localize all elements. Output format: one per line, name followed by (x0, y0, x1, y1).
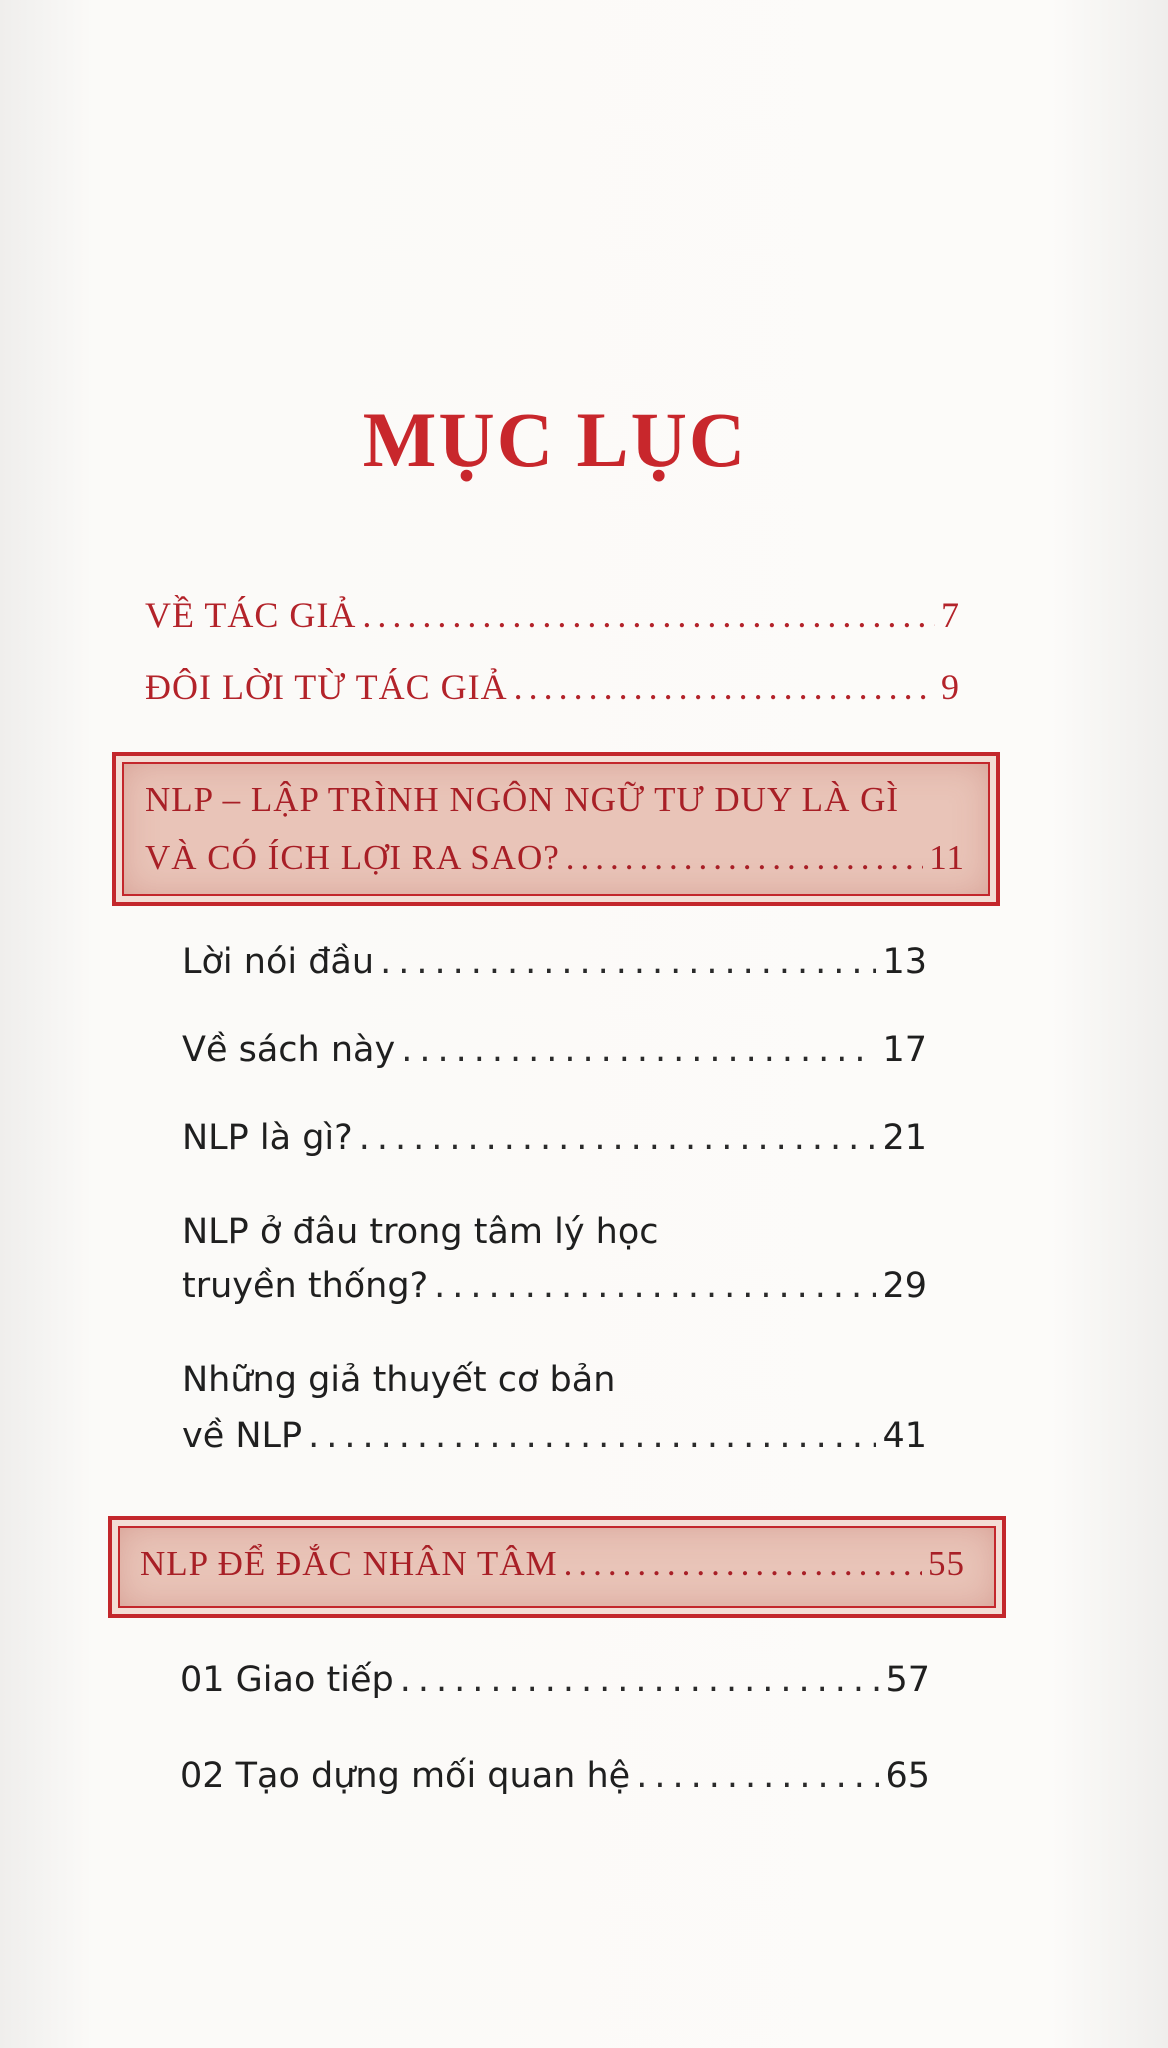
toc-entry-nlp-la-gi[interactable] (182, 1118, 927, 1158)
chapter-1-box (112, 752, 1000, 906)
toc-entry-label: VỀ TÁC GIẢ (145, 595, 357, 635)
dot-leader (401, 1030, 876, 1070)
toc-entry-tao-dung[interactable] (180, 1756, 930, 1796)
toc-entry-label: Lời nói đầu (182, 942, 375, 982)
toc-entry-page: 57 (885, 1660, 930, 1700)
toc-entry-label: 02 Tạo dựng mối quan hệ (180, 1756, 631, 1796)
page-title: MỤC LỤC (362, 396, 748, 483)
toc-entry-label: về NLP (182, 1416, 303, 1456)
chapter-1-entry[interactable] (145, 838, 965, 878)
toc-entry-page: 9 (941, 667, 960, 707)
toc-entry-nlp-o-dau[interactable] (182, 1266, 927, 1306)
chapter-2-entry[interactable] (140, 1544, 965, 1584)
toc-entry-label: 01 Giao tiếp (180, 1660, 394, 1700)
dot-leader (514, 666, 935, 708)
toc-entry-ve-sach-nay[interactable] (182, 1030, 927, 1070)
dot-leader (564, 1544, 922, 1584)
toc-entry-page: 41 (882, 1416, 927, 1456)
toc-entry-label: NLP là gì? (182, 1118, 353, 1158)
toc-entry-page: 29 (882, 1266, 927, 1306)
toc-entry-label: Về sách này (182, 1030, 396, 1070)
chapter-1-title-line2: VÀ CÓ ÍCH LỢI RA SAO? (145, 838, 560, 877)
toc-entry-page: 21 (882, 1118, 927, 1158)
toc-entry-doi-loi[interactable] (145, 666, 960, 708)
dot-leader (636, 1756, 879, 1796)
toc-entry-giao-tiep[interactable] (180, 1660, 930, 1700)
chapter-1-page: 11 (929, 838, 965, 877)
toc-entry-page: 17 (882, 1030, 927, 1070)
dot-leader (359, 1118, 877, 1158)
chapter-2-title: NLP ĐỂ ĐẮC NHÂN TÂM (140, 1544, 558, 1583)
dot-leader (434, 1266, 876, 1306)
chapter-2-page: 55 (928, 1544, 965, 1583)
toc-entry-loi-noi-dau[interactable] (182, 942, 927, 982)
toc-entry-page: 65 (885, 1756, 930, 1796)
toc-entry-label: truyền thống? (182, 1266, 429, 1306)
toc-entry-page: 13 (882, 942, 927, 982)
toc-entry-label: ĐÔI LỜI TỪ TÁC GIẢ (145, 667, 508, 707)
toc-entry-gia-thuyet[interactable] (182, 1416, 927, 1456)
dot-leader (380, 942, 876, 982)
dot-leader (308, 1416, 876, 1456)
dot-leader (362, 594, 935, 636)
toc-entry-nlp-o-dau-line1: NLP ở đâu trong tâm lý học (182, 1212, 659, 1252)
toc-entry-ve-tac-gia[interactable] (145, 594, 960, 636)
dot-leader (400, 1660, 880, 1700)
chapter-1-title-line1: NLP – LẬP TRÌNH NGÔN NGỮ TƯ DUY LÀ GÌ (145, 780, 900, 819)
toc-entry-page: 7 (941, 595, 960, 635)
dot-leader (566, 838, 924, 878)
toc-entry-gia-thuyet-line1: Những giả thuyết cơ bản (182, 1360, 616, 1400)
